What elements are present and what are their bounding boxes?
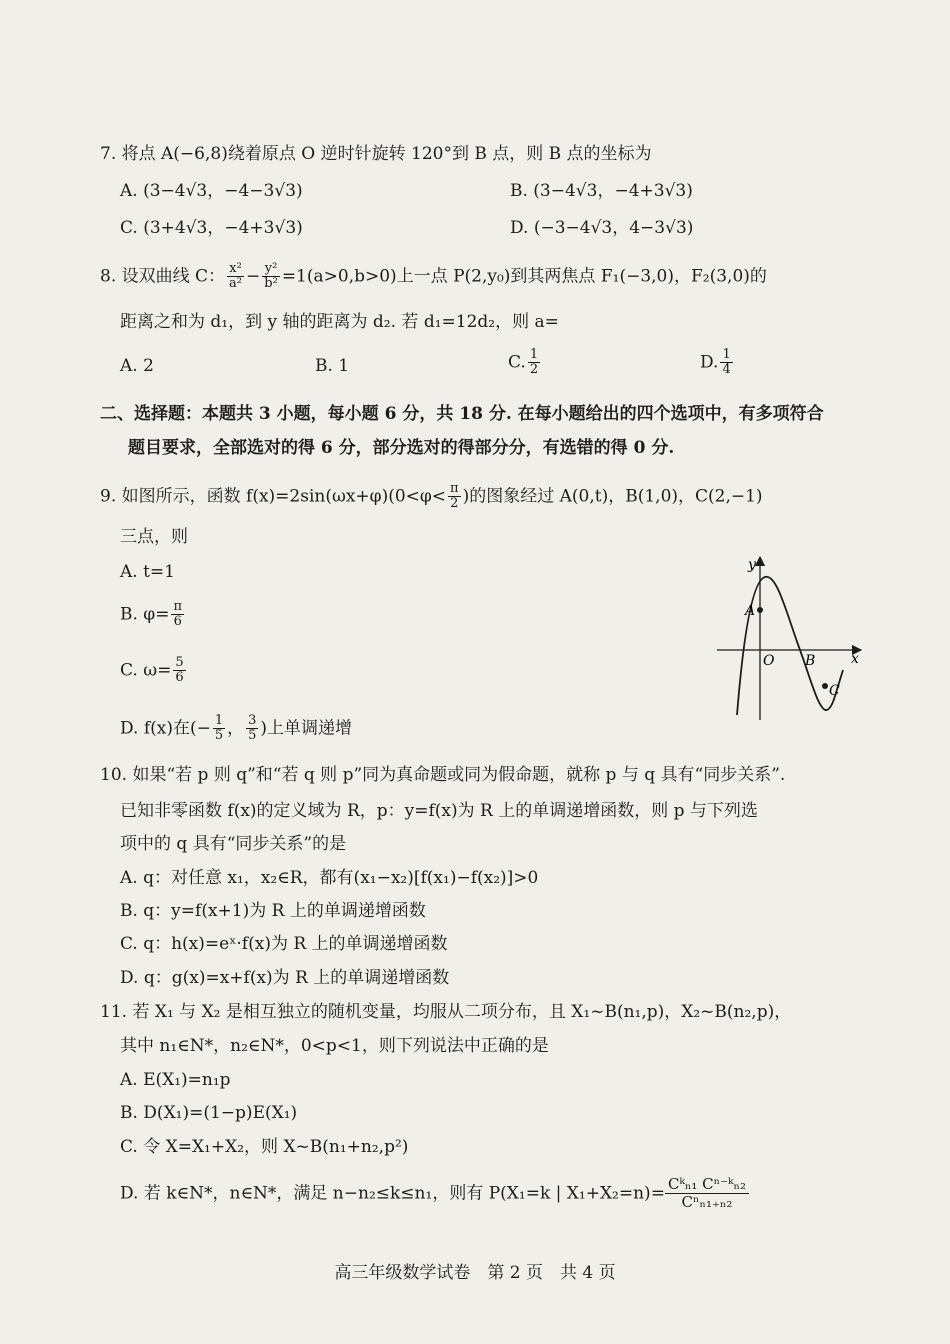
graph-a-label: A: [745, 603, 756, 619]
q11-line1: 11. 若 X₁ 与 X₂ 是相互独立的随机变量，均服从二项分布，且 X₁~B(n₁,p)，X₂~B(n₂,p)，: [100, 1002, 792, 1022]
q8-option-a: A. 2: [120, 356, 154, 376]
q8-frac2-num: y²: [262, 262, 280, 277]
q8-d-num: 1: [722, 347, 731, 362]
q7-option-b: B. (3−4√3，−4+3√3): [510, 181, 693, 201]
q9-d-post: )上单调递增: [260, 718, 353, 739]
q9-stem-den: 2: [450, 496, 459, 512]
point-c-dot: [822, 683, 828, 689]
q9-d-fraction2: [246, 714, 258, 744]
q8-frac2-den: b²: [264, 276, 278, 292]
q9-stem-post: )的图象经过 A(0,t)，B(1,0)，C(2,−1): [462, 486, 763, 507]
q8-option-b: B. 1: [315, 356, 350, 376]
q9-option-a: A. t=1: [120, 562, 175, 582]
q10-option-a: A. q：对任意 x₁，x₂∈R，都有(x₁−x₂)[f(x₁)−f(x₂)]>0: [120, 868, 539, 888]
q11-option-a: A. E(X₁)=n₁p: [120, 1070, 231, 1090]
q10-line1: 10. 如果“若 p 则 q”和“若 q 则 p”同为真命题或同为假命题，就称 p 与 q 具有“同步关系”.: [100, 765, 786, 785]
q9-option-c: [120, 656, 188, 686]
q7-option-a: A. (3−4√3，−4−3√3): [120, 181, 303, 201]
q8-d-fraction: [720, 348, 732, 378]
q9-option-b: [120, 600, 186, 630]
graph-y-label: y: [748, 557, 756, 573]
q9-stem-pre: 9. 如图所示，函数 f(x)=2sin(ωx+φ)(0<φ<: [100, 486, 447, 507]
q8-c-fraction: [528, 348, 540, 378]
q9-c-fraction: [173, 656, 185, 686]
q9-stem-num: π: [450, 481, 459, 496]
section2-line2: 题目要求，全部选对的得 6 分，部分选对的得部分分，有选错的得 0 分.: [128, 438, 675, 458]
q8-option-c: [508, 348, 542, 378]
q11-option-d: [120, 1176, 749, 1212]
q9-d-n2: 3: [248, 713, 257, 728]
q9-d-mid: ，: [227, 718, 245, 739]
q9-c-label: C. ω=: [120, 660, 172, 681]
q9-d-fraction1: [213, 714, 225, 744]
sine-curve: [737, 577, 843, 715]
q8-minus: −: [246, 266, 261, 287]
q8-d-label: D.: [700, 352, 719, 373]
q8-fraction-x: [227, 262, 244, 292]
q8-stem-post: =1(a>0,b>0)上一点 P(2,y₀)到其两焦点 F₁(−3,0)，F₂(3,0)的: [281, 266, 767, 287]
q10-option-d: D. q：g(x)=x+f(x)为 R 上的单调递增函数: [120, 968, 450, 988]
q9-b-fraction: [171, 600, 184, 630]
q7-stem: 7. 将点 A(−6,8)绕着原点 O 逆时针旋转 120°到 B 点，则 B 点的坐标为: [100, 144, 652, 164]
graph-c-label: C: [829, 683, 840, 699]
q7-option-c: C. (3+4√3，−4+3√3): [120, 218, 303, 238]
graph-b-label: B: [805, 653, 816, 669]
q11-d-pre: D. 若 k∈N*，n∈N*，满足 n−n₂≤k≤n₁，则有 P(X₁=k | X₁+X₂=n)=: [120, 1183, 665, 1204]
q10-option-c: C. q：h(x)=eˣ·f(x)为 R 上的单调递增函数: [120, 934, 448, 954]
q8-c-num: 1: [529, 347, 539, 362]
q7-option-d: D. (−3−4√3，4−3√3): [510, 218, 694, 238]
q10-option-b: B. q：y=f(x+1)为 R 上的单调递增函数: [120, 901, 426, 921]
q11-d-num: Cᵏₙ₁ Cⁿ⁻ᵏₙ₂: [665, 1176, 749, 1194]
q11-d-fraction: [665, 1176, 749, 1212]
q8-frac1-num: x²: [227, 262, 244, 277]
q8-fraction-y: [262, 262, 280, 292]
q9-sine-graph: [715, 555, 865, 730]
q8-c-den: 2: [529, 362, 539, 378]
q8-d-den: 4: [722, 362, 731, 378]
q9-d-pre: D. f(x)在(−: [120, 718, 211, 739]
q9-b-num: π: [173, 599, 182, 614]
q9-d-d2: 5: [248, 728, 257, 744]
q9-b-label: B. φ=: [120, 604, 170, 625]
q10-line2: 已知非零函数 f(x)的定义域为 R，p：y=f(x)为 R 上的单调递增函数，则 p 与下列选: [120, 801, 758, 821]
q9-c-num: 5: [175, 655, 184, 670]
q8-option-d: [700, 348, 735, 378]
q11-line2: 其中 n₁∈N*，n₂∈N*，0<p<1，则下列说法中正确的是: [120, 1036, 549, 1056]
q9-stem: [100, 482, 763, 512]
q11-d-den: Cⁿₙ₁₊ₙ₂: [681, 1193, 733, 1212]
q11-option-c: C. 令 X=X₁+X₂，则 X~B(n₁+n₂,p²): [120, 1137, 409, 1157]
page-footer: 高三年级数学试卷 第 2 页 共 4 页: [334, 1263, 616, 1283]
graph-origin-label: O: [763, 653, 775, 669]
q10-line3: 项中的 q 具有“同步关系”的是: [120, 834, 347, 854]
q8-stem-pre: 8. 设双曲线 C：: [100, 266, 226, 287]
q9-option-d: [120, 714, 352, 744]
q11-option-b: B. D(X₁)=(1−p)E(X₁): [120, 1103, 298, 1123]
q9-b-den: 6: [173, 614, 182, 630]
q9-d-n1: 1: [214, 713, 224, 728]
q8-line2: 距离之和为 d₁，到 y 轴的距离为 d₂. 若 d₁=12d₂，则 a=: [120, 312, 559, 332]
q8-stem: [100, 262, 767, 292]
q9-stem-fraction: [448, 482, 461, 512]
point-a-dot: [757, 607, 763, 613]
section2-line1: 二、选择题：本题共 3 小题，每小题 6 分，共 18 分. 在每小题给出的四个选项中，有多项符合: [100, 404, 824, 424]
q9-c-den: 6: [175, 670, 184, 686]
graph-x-label: x: [851, 651, 859, 667]
q9-line2: 三点，则: [120, 527, 188, 547]
q9-d-d1: 5: [214, 728, 224, 744]
q8-frac1-den: a²: [229, 276, 243, 292]
q8-c-label: C.: [508, 352, 526, 373]
